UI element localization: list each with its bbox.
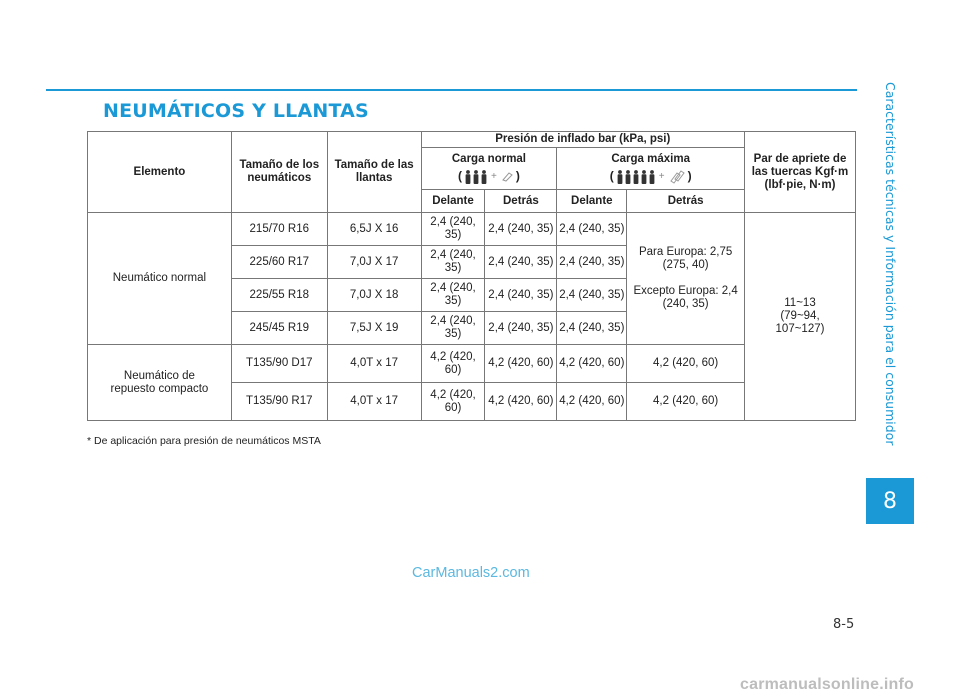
header-par-apriete: Par de apriete de las tuercas Kgf·m (lbf·pie, N·m): [745, 132, 856, 213]
table-row: [88, 345, 856, 383]
paren-open: (: [458, 169, 463, 184]
chapter-side-text: Características técnicas y Información para el consumidor: [883, 82, 898, 446]
wheel-size-cell: 4,0T x 17: [327, 383, 421, 421]
person-icon: [641, 170, 647, 184]
luggage-icon: [501, 171, 513, 182]
paren-close: ): [687, 169, 692, 184]
watermark[interactable]: CarManuals2.com: [412, 565, 530, 581]
carga-maxima-icons: [610, 170, 692, 184]
normal-front-cell: 2,4 (240, 35): [421, 279, 485, 312]
chapter-tab[interactable]: 8: [866, 478, 914, 524]
top-rule: [46, 89, 857, 91]
header-presion: Presión de inflado bar (kPa, psi): [421, 132, 744, 148]
normal-front-cell: 4,2 (420, 60): [421, 345, 485, 383]
paren-open: (: [609, 169, 614, 184]
normal-front-cell: 2,4 (240, 35): [421, 312, 485, 345]
person-icon: [617, 170, 623, 184]
normal-rear-cell: 2,4 (240, 35): [485, 279, 557, 312]
max-front-cell: 2,4 (240, 35): [557, 213, 627, 246]
wheel-size-cell: 7,0J X 18: [327, 279, 421, 312]
normal-front-cell: 2,4 (240, 35): [421, 246, 485, 279]
carga-maxima-label: Carga máxima: [611, 152, 690, 165]
tire-size-cell: T135/90 R17: [231, 383, 327, 421]
luggage-stack-icon: [669, 170, 685, 184]
people-group-3: [465, 170, 487, 184]
section-title: NEUMÁTICOS Y LLANTAS: [103, 100, 369, 122]
max-rear-normal-cell: [627, 213, 745, 345]
header-elemento: Elemento: [88, 132, 232, 213]
torque-cell: 11~13 (79~94, 107~127): [745, 213, 856, 421]
max-rear-cell: 4,2 (420, 60): [627, 383, 745, 421]
paren-close: ): [515, 169, 520, 184]
normal-rear-cell: 4,2 (420, 60): [485, 345, 557, 383]
footnote: * De aplicación para presión de neumáticos MSTA: [87, 435, 321, 447]
max-front-cell: 4,2 (420, 60): [557, 383, 627, 421]
person-icon: [625, 170, 631, 184]
normal-front-cell: 2,4 (240, 35): [421, 213, 485, 246]
header-detras-maxima: Detrás: [627, 190, 745, 213]
page-number: 8-5: [833, 617, 855, 632]
people-group-5: [617, 170, 655, 184]
wheel-size-cell: 7,0J X 17: [327, 246, 421, 279]
tire-size-cell: 225/55 R18: [231, 279, 327, 312]
europa-note: Para Europa: 2,75 (275, 40): [638, 246, 733, 271]
person-icon: [649, 170, 655, 184]
tire-size-cell: 215/70 R16: [231, 213, 327, 246]
header-detras-normal: Detrás: [485, 190, 557, 213]
carga-normal-icons: [458, 170, 520, 184]
max-front-cell: 4,2 (420, 60): [557, 345, 627, 383]
max-front-cell: 2,4 (240, 35): [557, 279, 627, 312]
header-carga-maxima: [557, 148, 745, 190]
tire-size-cell: 245/45 R19: [231, 312, 327, 345]
normal-rear-cell: 2,4 (240, 35): [485, 213, 557, 246]
person-icon: [633, 170, 639, 184]
header-delante-normal: Delante: [421, 190, 485, 213]
neumatico-compacto-label: Neumático de repuesto compacto: [88, 345, 232, 421]
header-tamano-llantas: Tamaño de las llantas: [327, 132, 421, 213]
tire-spec-table: [87, 131, 856, 421]
neumatico-normal-label: Neumático normal: [88, 213, 232, 345]
wheel-size-cell: 6,5J X 16: [327, 213, 421, 246]
wheel-size-cell: 7,5J X 19: [327, 312, 421, 345]
header-carga-normal: [421, 148, 557, 190]
wheel-size-cell: 4,0T x 17: [327, 345, 421, 383]
max-rear-cell: 4,2 (420, 60): [627, 345, 745, 383]
max-front-cell: 2,4 (240, 35): [557, 312, 627, 345]
plus-sign: +: [491, 171, 497, 183]
tire-size-cell: 225/60 R17: [231, 246, 327, 279]
excepto-europa-note: Excepto Europa: 2,4 (240, 35): [633, 285, 738, 310]
normal-rear-cell: 2,4 (240, 35): [485, 246, 557, 279]
person-icon: [481, 170, 487, 184]
tire-size-cell: T135/90 D17: [231, 345, 327, 383]
normal-rear-cell: 2,4 (240, 35): [485, 312, 557, 345]
header-delante-maxima: Delante: [557, 190, 627, 213]
plus-sign: +: [658, 171, 665, 183]
normal-front-cell: 4,2 (420, 60): [421, 383, 485, 421]
person-icon: [473, 170, 479, 184]
bottom-watermark: carmanualsonline.info: [740, 676, 915, 693]
header-tamano-neumaticos: Tamaño de los neumáticos: [231, 132, 327, 213]
table-row: [88, 213, 856, 246]
max-front-cell: 2,4 (240, 35): [557, 246, 627, 279]
normal-rear-cell: 4,2 (420, 60): [485, 383, 557, 421]
person-icon: [465, 170, 471, 184]
carga-normal-label: Carga normal: [451, 152, 527, 165]
